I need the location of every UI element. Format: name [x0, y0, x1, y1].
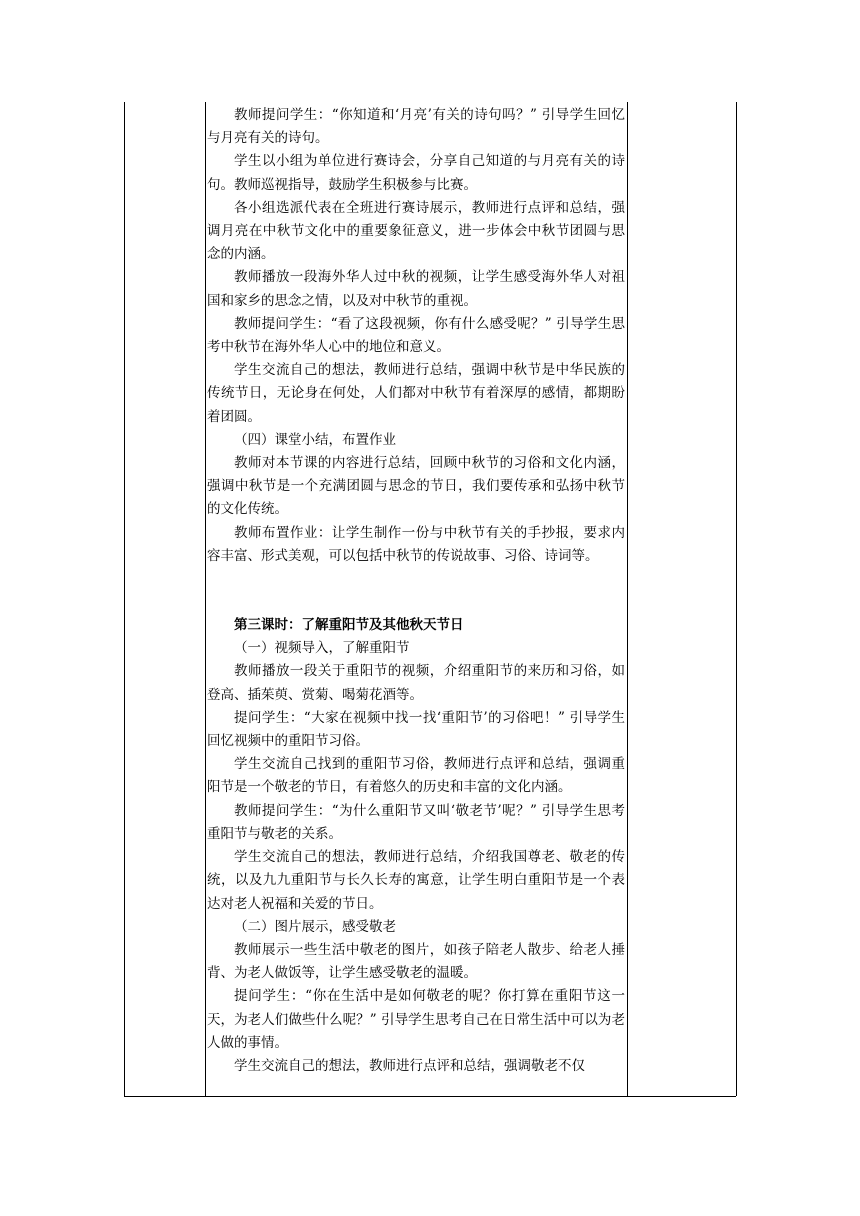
- table-border-col2: [627, 102, 628, 1096]
- section-subheading: （一）视频导入，了解重阳节: [234, 640, 410, 657]
- paragraph: 教师播放一段海外华人过中秋的视频，让学生感受海外华人对祖国和家乡的思念之情，以及对中秋节的重视。: [207, 269, 625, 309]
- paragraph: 提问学生：“你在生活中是如何敬老的呢？你打算在重阳节这一天，为老人们做些什么呢？” 引导学生思考自己在日常生活中可以为老人做的事情。: [207, 988, 625, 1051]
- paragraph: 学生交流自己的想法，教师进行点评和总结，强调敬老不仅: [234, 1057, 585, 1074]
- paragraph: 教师提问学生：“看了这段视频，你有什么感受呢？” 引导学生思考中秋节在海外华人心中的地位和意义。: [207, 315, 625, 356]
- table-left-column: [124, 102, 205, 1096]
- paragraph: 教师对本节课的内容进行总结，回顾中秋节的习俗和文化内涵，强调中秋节是一个充满团圆与思念的节日，我们要传承和弘扬中秋节的文化传统。: [207, 455, 625, 518]
- lesson-heading: 第三课时：了解重阳节及其他秋天节日: [234, 617, 464, 634]
- table-border-left: [124, 102, 125, 1096]
- paragraph: 教师播放一段关于重阳节的视频，介绍重阳节的来历和习俗，如登高、插茱萸、赏菊、喝菊花酒等。: [207, 663, 625, 703]
- paragraph: 教师提问学生：“你知道和‘月亮’有关的诗句吗？” 引导学生回忆与月亮有关的诗句。: [207, 107, 625, 147]
- table-right-column: [627, 102, 736, 1096]
- paragraph: 各小组选派代表在全班进行赛诗展示，教师进行点评和总结，强调月亮在中秋节文化中的重要象征意义，进一步体会中秋节团圆与思念的内涵。: [207, 199, 625, 263]
- paragraph: 提问学生：“大家在视频中找一找‘重阳节’的习俗吧！” 引导学生回忆视频中的重阳节习俗。: [207, 709, 625, 750]
- table-border-col1: [205, 102, 206, 1096]
- paragraph: 教师布置作业：让学生制作一份与中秋节有关的手抄报，要求内容丰富、形式美观，可以包括中秋节的传说故事、习俗、诗词等。: [207, 524, 625, 564]
- section-subheading: （四）课堂小结，布置作业: [234, 431, 396, 448]
- section-subheading: （二）图片展示，感受敬老: [234, 918, 396, 935]
- paragraph: 学生交流自己的想法，教师进行总结，强调中秋节是中华民族的传统节日，无论身在何处，人们都对中秋节有着深厚的感情，都期盼着团圆。: [207, 362, 625, 425]
- paragraph: 教师展示一些生活中敬老的图片，如孩子陪老人散步、给老人捶背、为老人做饭等，让学生感受敬老的温暖。: [207, 941, 625, 982]
- blank-space: [207, 568, 625, 614]
- paragraph: 学生交流自己的想法，教师进行总结，介绍我国尊老、敬老的传统，以及九九重阳节与长久长寿的寓意，让学生明白重阳节是一个表达对老人祝福和关爱的节日。: [207, 849, 625, 912]
- table-border-bottom: [124, 1096, 736, 1097]
- lesson-content-cell: [207, 104, 625, 1078]
- paragraph: 学生交流自己找到的重阳节习俗，教师进行点评和总结，强调重阳节是一个敬老的节日，有着悠久的历史和丰富的文化内涵。: [207, 756, 625, 796]
- table-border-right: [736, 102, 737, 1096]
- paragraph: 教师提问学生：“为什么重阳节又叫‘敬老节’呢？” 引导学生思考重阳节与敬老的关系。: [207, 802, 625, 842]
- paragraph: 学生以小组为单位进行赛诗会，分享自己知道的与月亮有关的诗句。教师巡视指导，鼓励学生积极参与比赛。: [207, 153, 625, 193]
